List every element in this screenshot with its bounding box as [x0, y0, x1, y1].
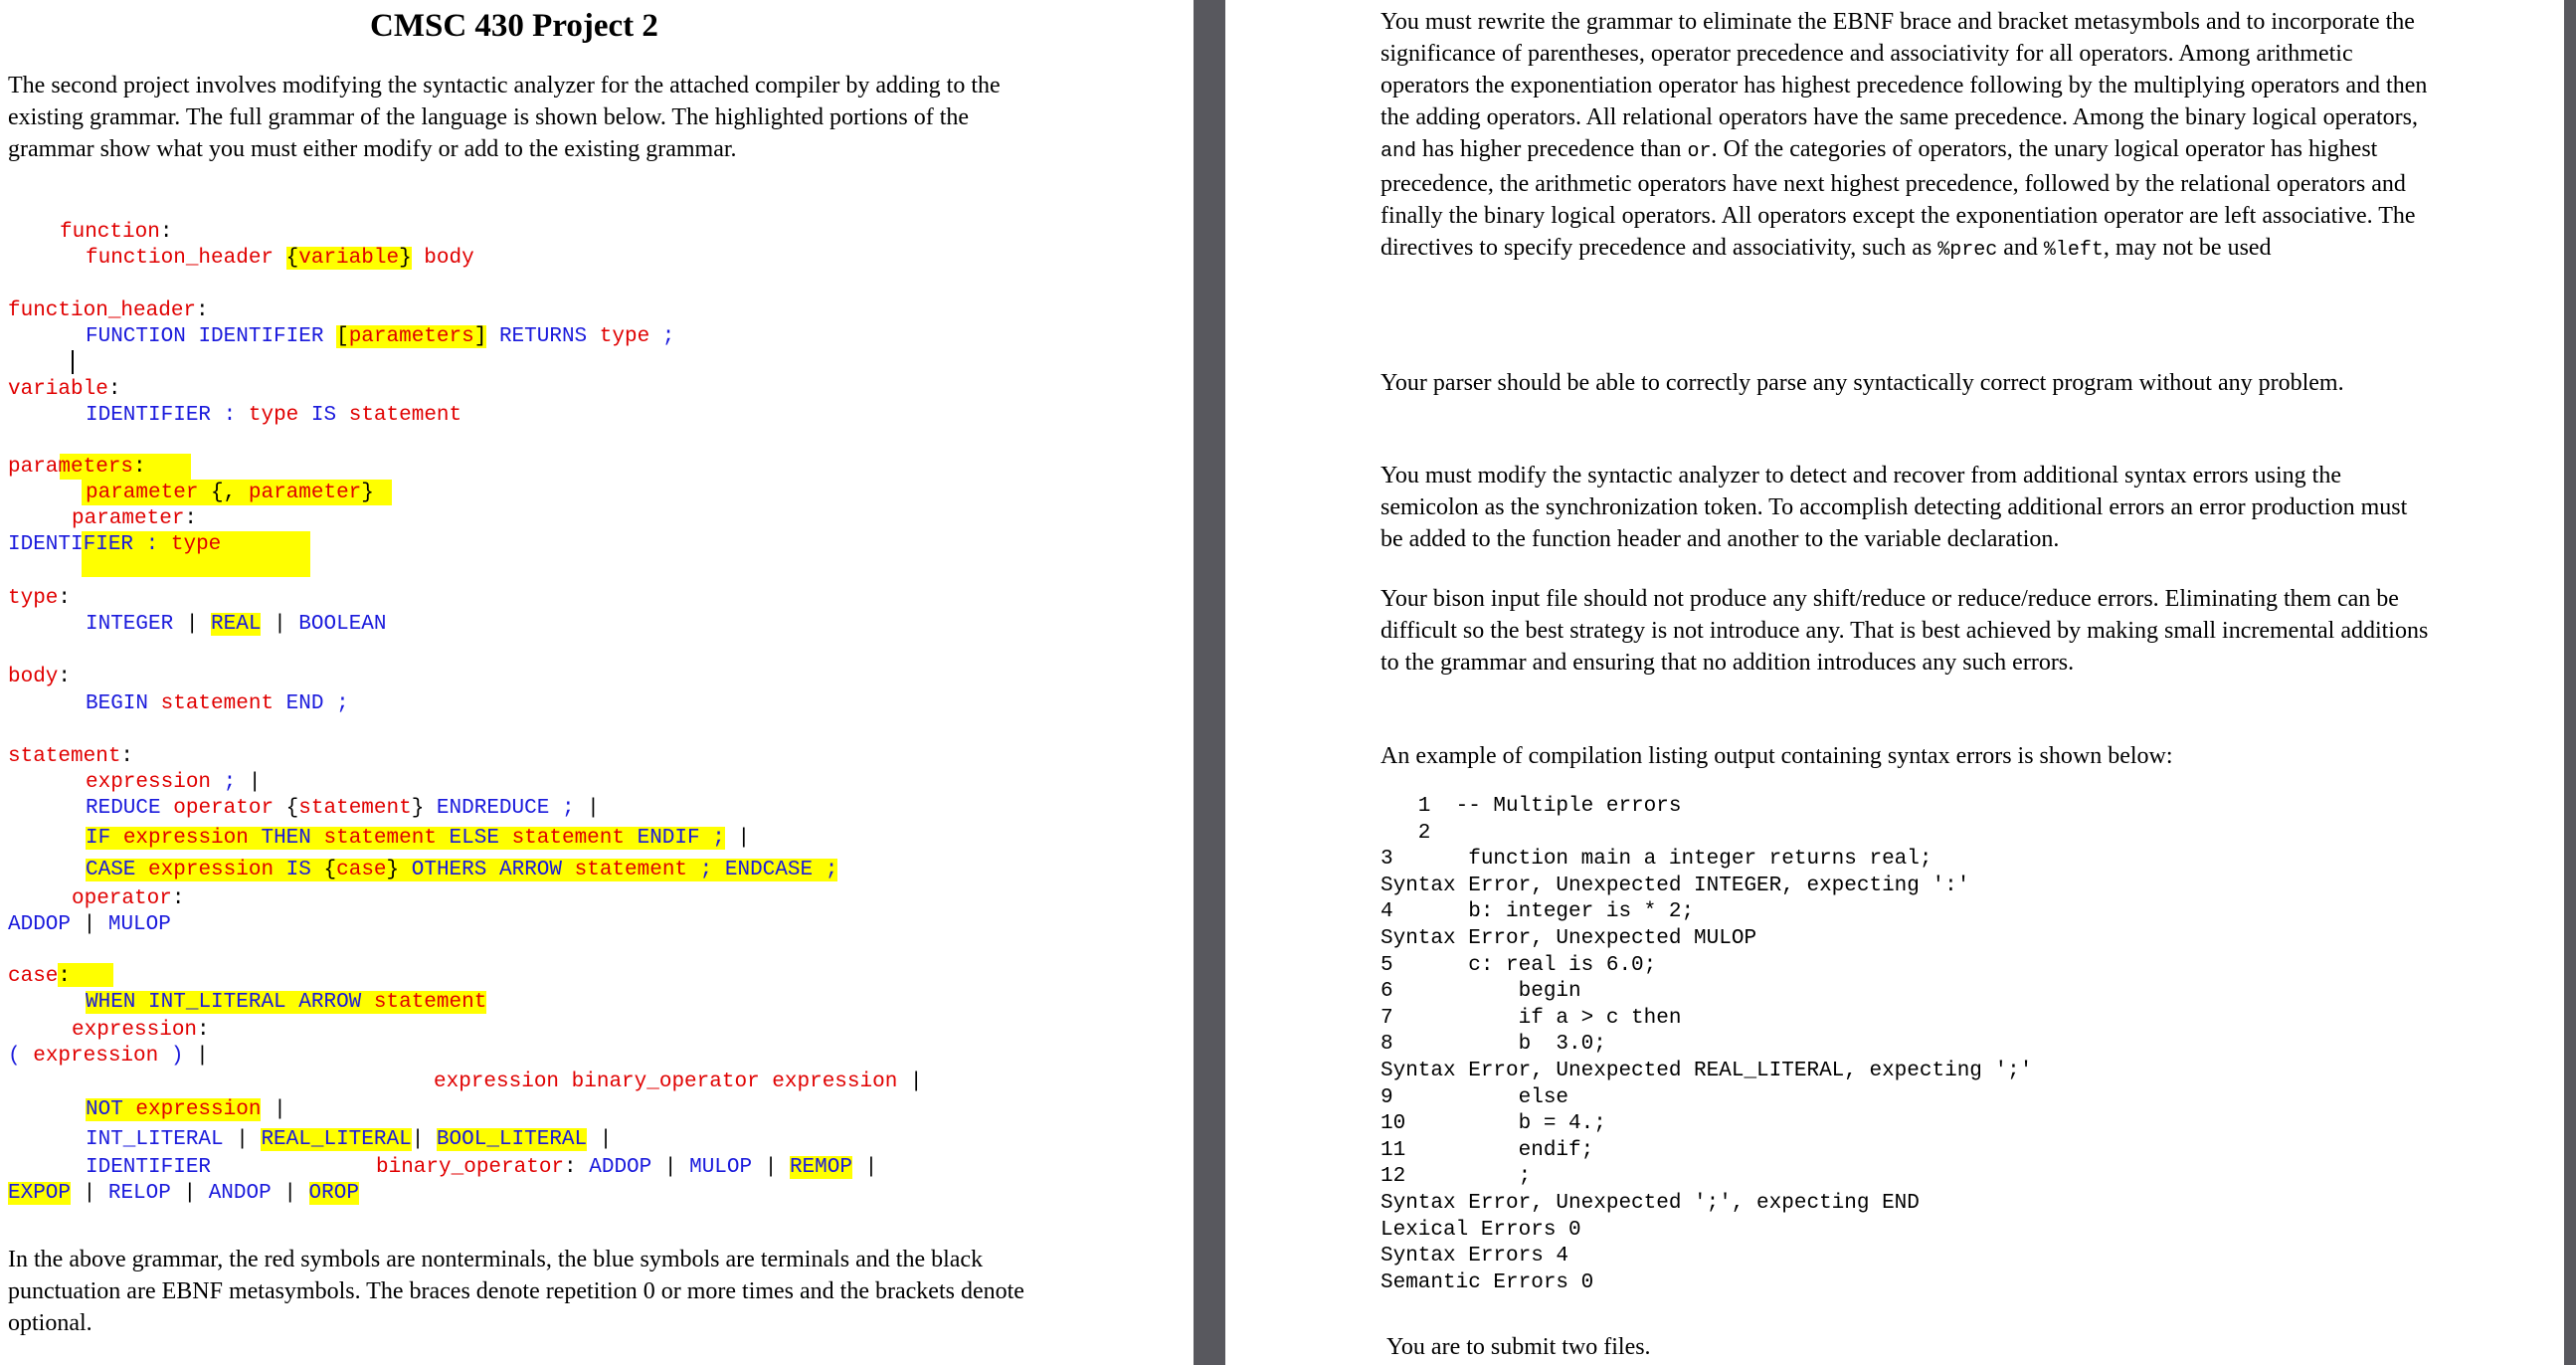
- listing-line: Syntax Error, Unexpected REAL_LITERAL, expecting ';': [1380, 1059, 2033, 1082]
- intro-paragraph: The second project involves modifying the syntactic analyzer for the attached compiler by adding to the existing grammar. The full grammar of the language is shown below. The highlighted portions of the grammar show what you must either modify or add to the existing grammar.: [8, 73, 1001, 162]
- listing-line: 1 -- Multiple errors: [1380, 795, 1682, 818]
- rule-statement-if: IF expression THEN statement ELSE statement ENDIF ; |: [86, 827, 751, 850]
- paragraph-parse: Your parser should be able to correctly parse any syntactically correct program without any problem.: [1380, 370, 2344, 396]
- listing-line: Semantic Errors 0: [1380, 1270, 1594, 1294]
- rule-expression-not: NOT expression |: [86, 1098, 286, 1121]
- paragraph-example-intro: An example of compilation listing output containing syntax errors is shown below:: [1380, 743, 2173, 769]
- rule-parameter-rhs: IDENTIFIER : type: [8, 533, 222, 556]
- listing-line: 10 b = 4.;: [1380, 1112, 1606, 1136]
- right-edge-bar: [2564, 0, 2576, 1365]
- page-divider: [1194, 0, 1225, 1365]
- paragraph-submit: You are to submit two files.: [1386, 1334, 1651, 1360]
- rule-expression-paren: ( expression ) |: [8, 1045, 209, 1068]
- paragraph-error-recovery: You must modify the syntactic analyzer to detect and recover from additional syntax errors using the semicolon as the synchronization token. To accomplish detecting additional errors an error production must be added to the function header and another to the variable declaration.: [1380, 463, 2408, 552]
- listing-line: Syntax Error, Unexpected INTEGER, expecting ':': [1380, 874, 1970, 897]
- rule-binary-operator-cont: EXPOP | RELOP | ANDOP | OROP: [8, 1182, 359, 1205]
- text-cursor: [72, 350, 74, 374]
- rule-expression-literals: INT_LITERAL | REAL_LITERAL| BOOL_LITERAL |: [86, 1128, 613, 1151]
- rule-statement-reduce: REDUCE operator {statement} ENDREDUCE ; |: [86, 797, 600, 820]
- left-page: [0, 0, 1194, 1365]
- rule-parameters: parameters:: [8, 456, 146, 479]
- rule-case-rhs: WHEN INT_LITERAL ARROW statement: [86, 991, 487, 1014]
- rule-type-rhs: INTEGER | REAL | BOOLEAN: [86, 613, 387, 636]
- rule-variable-rhs: IDENTIFIER : type IS statement: [86, 404, 462, 427]
- rule-body-rhs: BEGIN statement END ;: [86, 692, 349, 715]
- paragraph-grammar-rewrite: You must rewrite the grammar to eliminate the EBNF brace and bracket metasymbols and to incorporate the significance of parentheses, operator precedence and associativity for all operators. Among arithmetic operators the exponentiation operator has highest precedence following by the multiplying operators and then the adding operators. All relational operators have the same precedence. Among the binary logical operators, and has higher precedence than or. Of the categories of operators, the unary logical operator has highest precedence, the arithmetic operators have next highest precedence, followed by the relational operators and finally the binary logical operators. All operators except the exponentiation operator are left associative. The directives to specify precedence and associativity, such as %prec and %left, may not be used: [1380, 9, 2428, 262]
- listing-line: 2: [1380, 821, 1431, 845]
- listing-line: Lexical Errors 0: [1380, 1218, 1581, 1242]
- page-title: CMSC 430 Project 2: [370, 8, 658, 44]
- listing-line: 3 function main a integer returns real;: [1380, 848, 1932, 872]
- right-page: [1225, 0, 2576, 1365]
- rule-statement-case: CASE expression IS {case} OTHERS ARROW statement ; ENDCASE ;: [86, 859, 838, 881]
- rule-parameter: parameter:: [72, 507, 198, 530]
- rule-statement: statement:: [8, 745, 134, 768]
- listing-line: 12 ;: [1380, 1165, 1532, 1189]
- rule-expression: expression:: [72, 1019, 210, 1042]
- rule-function-header-rhs: FUNCTION IDENTIFIER [parameters] RETURNS type ;: [86, 325, 675, 348]
- listing-line: 7 if a > c then: [1380, 1006, 1682, 1030]
- listing-line: 8 b 3.0;: [1380, 1033, 1606, 1057]
- rule-expression-identifier: IDENTIFIER: [86, 1156, 212, 1179]
- rule-function-header: function_header:: [8, 299, 209, 322]
- rule-variable: variable:: [8, 378, 121, 401]
- rule-body: body:: [8, 666, 72, 688]
- listing-line: Syntax Error, Unexpected MULOP: [1380, 926, 1757, 950]
- listing-line: Syntax Error, Unexpected ';', expecting END: [1380, 1191, 1920, 1215]
- rule-operator-rhs: ADDOP | MULOP: [8, 913, 171, 936]
- rule-expression-binary: expression binary_operator expression |: [434, 1071, 923, 1093]
- rule-case: case:: [8, 965, 72, 988]
- rule-function-rhs: function_header {variable} body: [86, 247, 474, 270]
- listing-line: 5 c: real is 6.0;: [1380, 953, 1657, 977]
- listing-line: 11 endif;: [1380, 1138, 1594, 1162]
- rule-operator: operator:: [72, 887, 185, 910]
- listing-line: 9 else: [1380, 1085, 1569, 1109]
- listing-line: Syntax Errors 4: [1380, 1245, 1569, 1268]
- legend-paragraph: In the above grammar, the red symbols are nonterminals, the blue symbols are terminals and the black punctuation are EBNF metasymbols. The braces denote repetition 0 or more times and the brackets denote optional.: [8, 1247, 1024, 1336]
- listing-line: 6 begin: [1380, 980, 1581, 1004]
- rule-type: type:: [8, 587, 72, 610]
- compilation-listing: [1380, 794, 2032, 1296]
- rule-statement-expr: expression ; |: [86, 771, 262, 794]
- rule-parameters-rhs: parameter {, parameter}: [86, 482, 374, 504]
- paragraph-bison: Your bison input file should not produce any shift/reduce or reduce/reduce errors. Eliminating them can be difficult so the best strategy is not introduce any. That is best achieved by making small incremental additions to the grammar and ensuring that no addition introduces any such errors.: [1380, 586, 2429, 676]
- rule-binary-operator: binary_operator: ADDOP | MULOP | REMOP |: [376, 1156, 878, 1179]
- listing-line: 4 b: integer is * 2;: [1380, 900, 1695, 924]
- rule-function: function:: [60, 221, 173, 244]
